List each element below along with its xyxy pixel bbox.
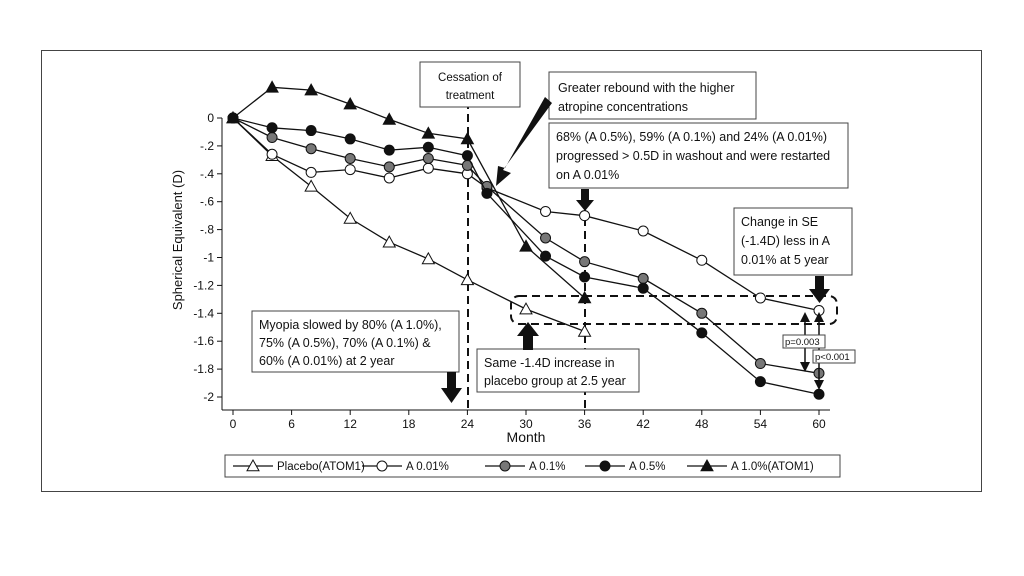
x-tick-label: 48 (695, 417, 709, 431)
data-point (306, 126, 316, 136)
change-down-arrow (809, 276, 830, 303)
y-tick-label: -.4 (199, 166, 214, 181)
p-value-1-text: p=0.003 (785, 337, 820, 348)
data-point (306, 144, 316, 154)
comparison-dashed-box (511, 296, 837, 324)
data-point (755, 293, 765, 303)
data-point (462, 151, 472, 161)
data-point (267, 149, 277, 159)
data-point (580, 272, 590, 282)
p-value-2-label (813, 350, 855, 363)
x-tick-label: 54 (753, 417, 768, 431)
data-point (344, 98, 356, 109)
data-point (266, 81, 278, 92)
data-point (345, 134, 355, 144)
data-point (422, 127, 434, 138)
cessation-line-2: treatment (445, 90, 495, 102)
y-ticks (193, 111, 222, 404)
x-tick-label: 60 (812, 417, 826, 431)
x-tick-label: 12 (343, 417, 357, 431)
legend-label: Placebo(ATOM1) (277, 461, 365, 473)
y-tick-label: -1.8 (193, 362, 214, 377)
data-point (383, 113, 395, 124)
legend-marker (377, 461, 387, 471)
y-tick-label: -.2 (199, 138, 214, 153)
y-tick-label: -.8 (199, 222, 214, 237)
data-point (344, 212, 356, 223)
data-point (638, 273, 648, 283)
y-tick-label: -1.6 (193, 334, 214, 349)
legend-marker (500, 461, 510, 471)
y-tick-label: -1.4 (193, 306, 214, 321)
change-line-3: 0.01% at 5 year (741, 253, 829, 267)
x-tick-label: 24 (460, 417, 475, 431)
legend-marker (600, 461, 610, 471)
legend-label: A 0.5% (629, 461, 666, 473)
data-point (579, 325, 591, 336)
series-line (233, 118, 585, 331)
data-point (541, 233, 551, 243)
rebound-callout (549, 72, 756, 119)
data-point (580, 257, 590, 267)
data-point (638, 226, 648, 236)
data-point (423, 142, 433, 152)
data-point (697, 328, 707, 338)
data-point (520, 303, 532, 314)
data-point (638, 283, 648, 293)
y-tick-label: 0 (207, 111, 214, 125)
same-line-1: Same -1.4D increase in (484, 356, 615, 370)
progressed-line-3: on A 0.01% (556, 168, 620, 182)
same-line-2: placebo group at 2.5 year (484, 374, 626, 388)
data-point (422, 253, 434, 264)
legend-label: A 0.1% (529, 461, 566, 473)
data-point (755, 359, 765, 369)
change-callout (734, 208, 852, 275)
data-point (423, 163, 433, 173)
data-point (580, 211, 590, 221)
data-point (423, 153, 433, 163)
cessation-callout (420, 62, 520, 107)
y-axis-label: Spherical Equivalent (D) (170, 169, 185, 311)
data-point (384, 162, 394, 172)
series-line (233, 87, 585, 298)
data-point (345, 165, 355, 175)
x-tick-label: 36 (577, 417, 592, 431)
myopia-line-1: Myopia slowed by 80% (A 1.0%), (259, 318, 442, 332)
legend-label: A 1.0%(ATOM1) (731, 461, 814, 473)
progressed-callout (549, 123, 848, 188)
myopia-down-arrow (441, 372, 462, 403)
data-point (383, 236, 395, 247)
data-point (267, 123, 277, 133)
y-tick-label: -2 (203, 390, 214, 404)
y-tick-label: -1.2 (193, 278, 214, 293)
data-point (384, 145, 394, 155)
y-tick-label: -1 (203, 250, 214, 265)
legend-label: A 0.01% (406, 461, 449, 473)
data-point (814, 389, 824, 399)
data-point (755, 377, 765, 387)
same-callout (477, 349, 639, 392)
data-point (345, 153, 355, 163)
data-point (461, 274, 473, 285)
data-point (384, 173, 394, 183)
rebound-line-2: atropine concentrations (558, 100, 688, 114)
rebound-arrow (496, 97, 552, 186)
data-point (697, 255, 707, 265)
change-line-2: (-1.4D) less in A (741, 234, 830, 248)
cessation-line-1: Cessation of (438, 72, 502, 84)
data-point (541, 206, 551, 216)
data-point (306, 167, 316, 177)
p-value-1-label (783, 335, 825, 348)
x-tick-label: 30 (519, 417, 533, 431)
month36-down-arrow (576, 189, 594, 211)
data-point (520, 240, 532, 251)
myopia-callout (252, 311, 459, 372)
data-point (482, 188, 492, 198)
y-tick-label: -.6 (199, 194, 214, 209)
rebound-line-1: Greater rebound with the higher (558, 81, 735, 95)
x-tick-label: 42 (636, 417, 650, 431)
progressed-line-2: progressed > 0.5D in washout and were restarted (556, 149, 831, 163)
x-ticks (230, 410, 826, 431)
myopia-line-2: 75% (A 0.5%), 70% (A 0.1%) & (259, 336, 431, 350)
x-tick-label: 6 (288, 417, 295, 431)
progressed-line-1: 68% (A 0.5%), 59% (A 0.1%) and 24% (A 0.01%) (556, 130, 827, 144)
change-line-1: Change in SE (741, 215, 819, 229)
x-tick-label: 0 (229, 417, 237, 431)
p-value-2-text: p<0.001 (815, 352, 850, 363)
data-point (305, 180, 317, 191)
myopia-line-3: 60% (A 0.01%) at 2 year (259, 354, 395, 368)
data-point (697, 308, 707, 318)
series-0 (227, 112, 591, 336)
x-tick-label: 18 (402, 417, 416, 431)
x-axis-label: Month (506, 429, 546, 445)
same-up-arrow (517, 322, 539, 350)
data-point (267, 133, 277, 143)
